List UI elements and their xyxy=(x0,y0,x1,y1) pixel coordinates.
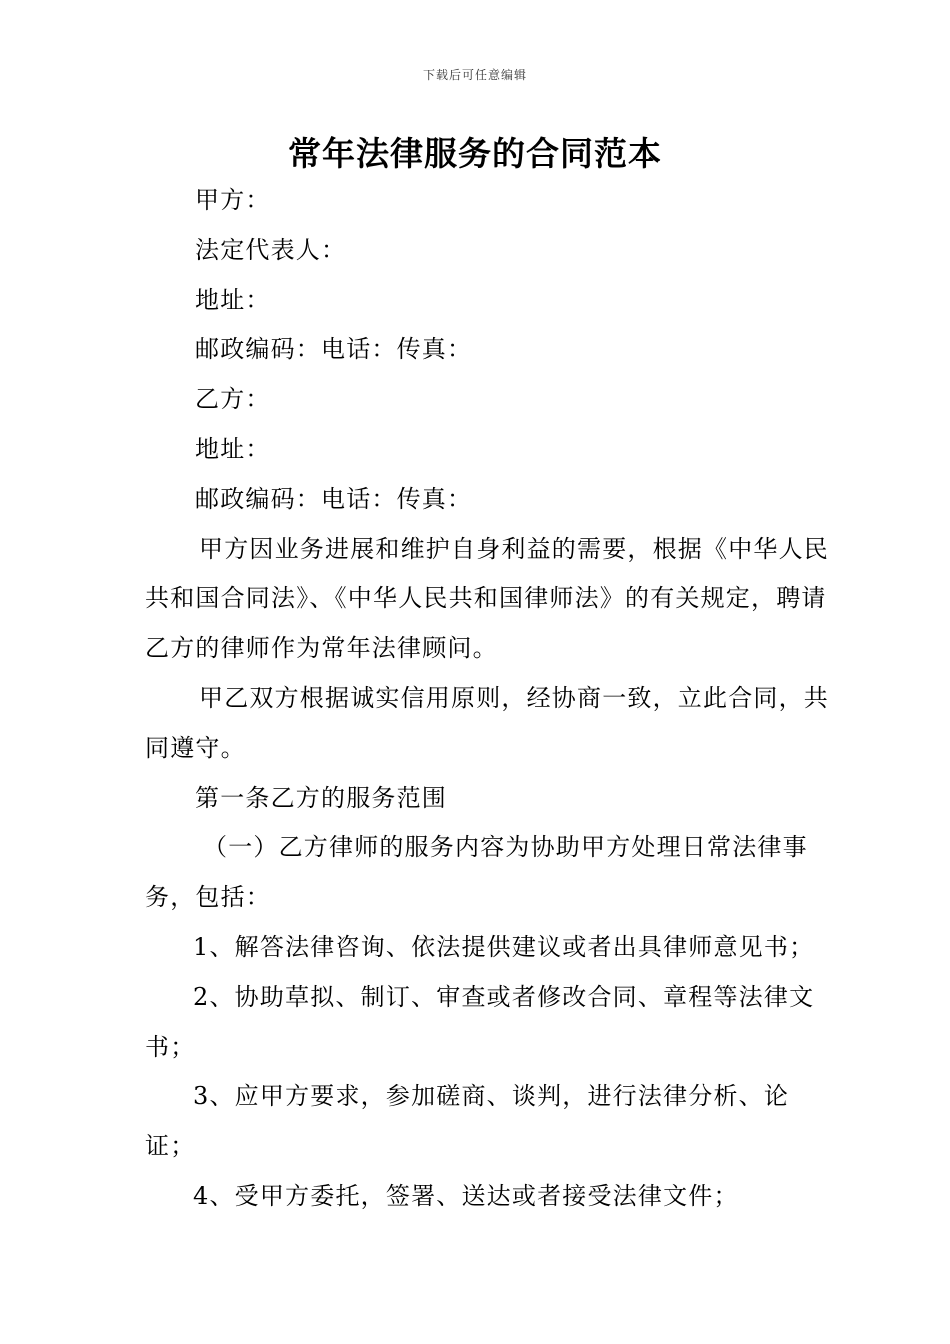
agreement-paragraph: 甲乙双方根据诚实信用原则，经协商一致，立此合同，共同遵守。 xyxy=(145,683,829,762)
list-item: 1、解答法律咨询、依法提供建议或者出具律师意见书； xyxy=(193,932,815,961)
party-a-contact-line: 邮政编码：电话：传真： xyxy=(195,335,473,364)
preamble-paragraph: 甲方因业务进展和维护自身利益的需要，根据《中华人民共和国合同法》、《中华人民共和国律师法》的有关规定，聘请乙方的律师作为常年法律顾问。 xyxy=(145,534,829,663)
list-item: 3、应甲方要求，参加磋商、谈判，进行法律分析、论证； xyxy=(145,1082,790,1161)
list-item: 4、受甲方委托，签署、送达或者接受法律文件； xyxy=(193,1181,739,1210)
article-heading: 第一条乙方的服务范围 xyxy=(195,783,447,812)
party-a-address-line: 地址： xyxy=(195,285,271,314)
party-a-line: 甲方： xyxy=(195,186,271,214)
document-body xyxy=(145,176,835,1222)
legal-representative-line: 法定代表人： xyxy=(195,235,347,264)
party-b-contact-line: 邮政编码：电话：传真： xyxy=(195,484,473,513)
party-b-line: 乙方： xyxy=(195,385,271,414)
party-b-address-line: 地址： xyxy=(195,434,271,463)
section-paragraph: （一）乙方律师的服务内容为协助甲方处理日常法律事务，包括： xyxy=(145,833,808,912)
list-item: 2、协助草拟、制订、审查或者修改合同、章程等法律文书； xyxy=(145,982,815,1061)
document-title: 常年法律服务的合同范本 xyxy=(288,134,662,173)
page-header-note: 下载后可任意编辑 xyxy=(422,68,527,82)
